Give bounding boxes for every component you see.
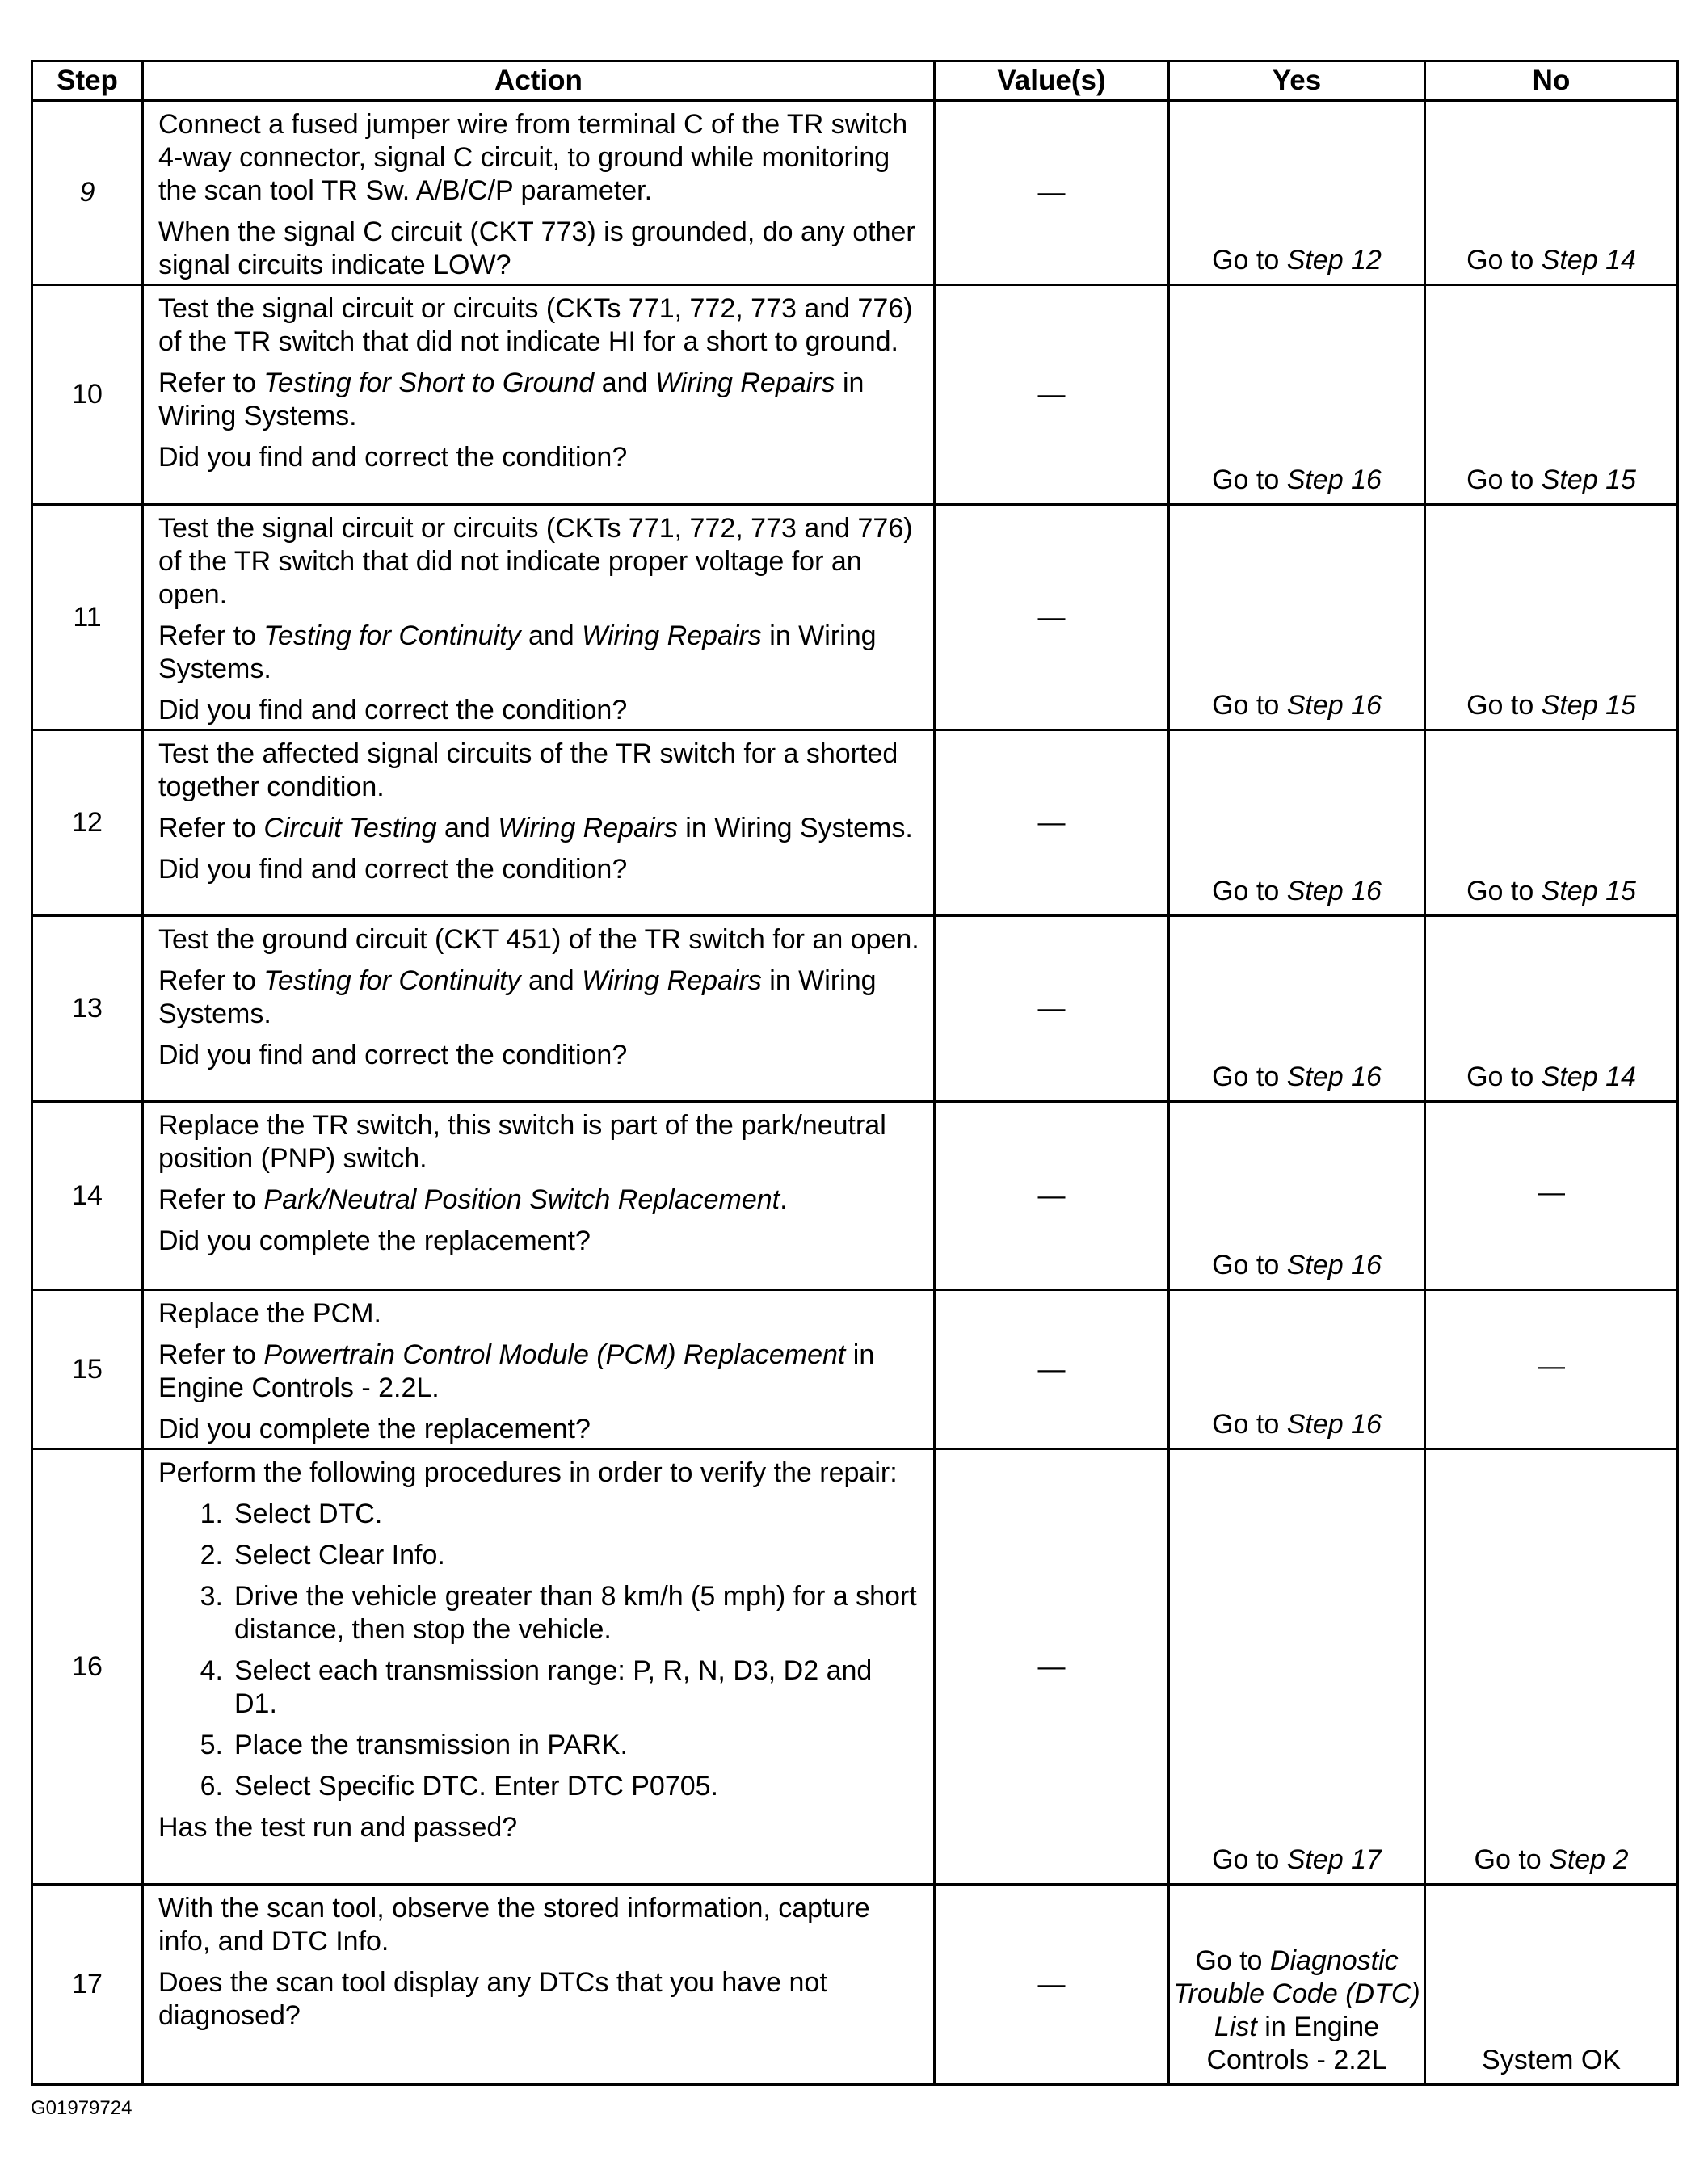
- text-run: and: [436, 813, 499, 843]
- italic-text-run: Step 16: [1286, 1250, 1382, 1280]
- text-run: Go to: [1212, 245, 1287, 275]
- procedure-list-item: [158, 1729, 922, 1762]
- values-cell: [935, 730, 1169, 916]
- action-paragraph: [158, 512, 922, 612]
- text-run: Test the ground circuit (CKT 451) of the TR switch for an open.: [158, 924, 919, 955]
- action-paragraph: [158, 812, 922, 845]
- table-row: [32, 1449, 1678, 1885]
- step-number-cell: 15: [32, 1290, 143, 1449]
- italic-text-run: Step 16: [1286, 876, 1382, 906]
- text-run: Test the affected signal circuits of the TR switch for a shorted together condition.: [158, 738, 898, 802]
- text-run: in Wiring Systems.: [158, 965, 877, 1029]
- action-question: [158, 1966, 922, 2033]
- text-run: Go to: [1212, 876, 1287, 906]
- procedure-number: 1.: [200, 1499, 223, 1529]
- table-body: [32, 101, 1678, 2085]
- yes-cell: [1169, 1290, 1425, 1449]
- action-paragraph: [158, 1109, 922, 1175]
- text-run: in Wiring Systems.: [158, 620, 877, 684]
- text-run: .: [780, 1184, 788, 1215]
- yes-cell: [1169, 1449, 1425, 1885]
- text-run: Did you find and correct the condition?: [158, 442, 628, 473]
- header-no: No: [1425, 61, 1678, 101]
- italic-text-run: Wiring Repairs: [654, 368, 835, 398]
- no-cell: [1425, 1885, 1678, 2085]
- italic-text-run: Step 15: [1541, 876, 1636, 906]
- header-action: Action: [143, 61, 935, 101]
- italic-text-run: Step 15: [1541, 465, 1636, 495]
- action-paragraph: [158, 108, 922, 208]
- procedure-text: Drive the vehicle greater than 8 km/h (5 mph) for a short distance, then stop the vehicle.: [234, 1581, 917, 1645]
- action-paragraph: [158, 1297, 922, 1331]
- action-cell: [143, 1449, 935, 1885]
- values-dash: —: [1037, 993, 1066, 1024]
- procedure-text: Select each transmission range: P, R, N, D3, D2 and D1.: [234, 1655, 873, 1719]
- italic-text-run: Testing for Continuity: [263, 965, 521, 996]
- action-question: [158, 853, 922, 886]
- table-row: [32, 505, 1678, 730]
- action-paragraph: [158, 1339, 922, 1405]
- table-row: [32, 285, 1678, 505]
- text-run: Go to: [1466, 690, 1542, 721]
- text-run: and: [520, 965, 583, 996]
- action-paragraph: [158, 620, 922, 686]
- no-cell: [1425, 1290, 1678, 1449]
- values-dash: —: [1037, 1353, 1066, 1385]
- italic-text-run: Park/Neutral Position Switch Replacement: [263, 1184, 780, 1215]
- italic-text-run: Testing for Continuity: [263, 620, 521, 651]
- procedure-number: 3.: [200, 1581, 223, 1612]
- procedure-number: 4.: [200, 1655, 223, 1686]
- action-paragraph: [158, 965, 922, 1031]
- text-run: Go to: [1212, 1409, 1287, 1440]
- text-run: Go to: [1212, 1062, 1287, 1092]
- no-cell: [1425, 730, 1678, 916]
- procedure-text: Select Specific DTC. Enter DTC P0705.: [234, 1771, 719, 1802]
- text-run: Did you complete the replacement?: [158, 1414, 591, 1444]
- values-dash: —: [1037, 1179, 1066, 1211]
- step-number-cell: 16: [32, 1449, 143, 1885]
- text-run: Refer to: [158, 1339, 264, 1370]
- procedure-list-item: [158, 1580, 922, 1646]
- table-row: [32, 1290, 1678, 1449]
- procedure-list-item: [158, 1539, 922, 1572]
- text-run: Replace the PCM.: [158, 1298, 381, 1329]
- procedure-text: Select Clear Info.: [234, 1540, 445, 1570]
- text-run: Go to: [1195, 1945, 1270, 1976]
- italic-text-run: Step 17: [1286, 1844, 1382, 1875]
- procedure-list-item: [158, 1770, 922, 1803]
- italic-text-run: Testing for Short to Ground: [263, 368, 595, 398]
- action-cell: [143, 285, 935, 505]
- values-dash: —: [1037, 379, 1066, 410]
- text-run: Did you find and correct the condition?: [158, 695, 628, 725]
- text-run: and: [520, 620, 583, 651]
- text-run: Test the signal circuit or circuits (CKTs 771, 772, 773 and 776) of the TR switch that did not indicate proper voltage for an open.: [158, 513, 913, 610]
- header-yes: Yes: [1169, 61, 1425, 101]
- values-cell: [935, 1290, 1169, 1449]
- procedure-list: [158, 1498, 922, 1803]
- italic-text-run: Step 14: [1541, 245, 1636, 275]
- text-run: Go to: [1212, 690, 1287, 721]
- italic-text-run: Step 12: [1286, 245, 1382, 275]
- text-run: Refer to: [158, 620, 264, 651]
- italic-text-run: Step 14: [1541, 1062, 1636, 1092]
- text-run: —: [1538, 1176, 1565, 1208]
- text-run: Refer to: [158, 813, 264, 843]
- procedure-number: 6.: [200, 1771, 223, 1802]
- table-row: [32, 1102, 1678, 1290]
- text-run: —: [1538, 1350, 1565, 1381]
- text-run: When the signal C circuit (CKT 773) is grounded, do any other signal circuits indicate LOW?: [158, 217, 915, 280]
- values-dash: —: [1037, 1969, 1066, 1999]
- text-run: Go to: [1212, 465, 1287, 495]
- action-paragraph: [158, 1184, 922, 1217]
- yes-cell: [1169, 101, 1425, 285]
- italic-text-run: Wiring Repairs: [498, 813, 678, 843]
- no-cell: [1425, 505, 1678, 730]
- values-dash: —: [1037, 601, 1066, 633]
- table-row: [32, 101, 1678, 285]
- action-question: [158, 1225, 922, 1258]
- text-run: in Wiring Systems.: [677, 813, 913, 843]
- italic-text-run: Step 16: [1286, 465, 1382, 495]
- action-cell: [143, 1885, 935, 2085]
- text-run: Refer to: [158, 965, 264, 996]
- text-run: Refer to: [158, 368, 264, 398]
- text-run: Refer to: [158, 1184, 264, 1215]
- italic-text-run: Step 16: [1286, 1409, 1382, 1440]
- action-question: [158, 1413, 922, 1446]
- step-number-cell: 10: [32, 285, 143, 505]
- yes-cell: [1169, 505, 1425, 730]
- italic-text-run: Step 16: [1286, 1062, 1382, 1092]
- italic-text-run: Wiring Repairs: [582, 965, 762, 996]
- values-dash: —: [1037, 807, 1066, 838]
- yes-cell: [1169, 730, 1425, 916]
- values-cell: [935, 505, 1169, 730]
- table-row: [32, 1885, 1678, 2085]
- text-run: With the scan tool, observe the stored information, capture info, and DTC Info.: [158, 1893, 870, 1957]
- step-number-cell: 14: [32, 1102, 143, 1290]
- action-question: [158, 1039, 922, 1072]
- yes-cell: [1169, 1885, 1425, 2085]
- action-paragraph: [158, 367, 922, 433]
- text-run: Go to: [1212, 1250, 1287, 1280]
- action-cell: [143, 730, 935, 916]
- step-number-cell: 12: [32, 730, 143, 916]
- yes-cell: [1169, 1102, 1425, 1290]
- action-paragraph: [158, 923, 922, 956]
- procedure-number: 2.: [200, 1540, 223, 1570]
- header-step: Step: [32, 61, 143, 101]
- values-cell: [935, 916, 1169, 1102]
- procedure-text: Place the transmission in PARK.: [234, 1730, 628, 1760]
- italic-text-run: Diagnostic Trouble Code (DTC) List: [1173, 1945, 1420, 2042]
- values-cell: [935, 1449, 1169, 1885]
- action-paragraph: [158, 738, 922, 804]
- action-cell: [143, 1102, 935, 1290]
- yes-cell: [1169, 916, 1425, 1102]
- no-cell: [1425, 101, 1678, 285]
- italic-text-run: Powertrain Control Module (PCM) Replacement: [263, 1339, 846, 1370]
- action-paragraph: Perform the following procedures in order to verify the repair:: [158, 1457, 898, 1488]
- text-run: Does the scan tool display any DTCs that you have not diagnosed?: [158, 1967, 827, 2031]
- action-cell: [143, 505, 935, 730]
- text-run: Go to: [1466, 1062, 1542, 1092]
- text-run: Did you complete the replacement?: [158, 1226, 591, 1256]
- text-run: Connect a fused jumper wire from terminal C of the TR switch 4-way connector, signal C circuit, to ground while monitoring the scan tool TR Sw. A/B/C/P parameter.: [158, 109, 908, 206]
- italic-text-run: Wiring Repairs: [582, 620, 762, 651]
- action-cell: [143, 916, 935, 1102]
- values-cell: [935, 1102, 1169, 1290]
- action-cell: [143, 101, 935, 285]
- action-question: [158, 216, 922, 282]
- text-run: Go to: [1474, 1844, 1550, 1875]
- text-run: in Wiring Systems.: [158, 368, 865, 431]
- step-number-cell: 9: [32, 101, 143, 285]
- table-row: [32, 916, 1678, 1102]
- header-values: Value(s): [935, 61, 1169, 101]
- action-paragraph: [158, 292, 922, 359]
- table-row: [32, 730, 1678, 916]
- text-run: System OK: [1482, 2045, 1621, 2075]
- step-number-cell: 13: [32, 916, 143, 1102]
- action-question: Has the test run and passed?: [158, 1812, 518, 1843]
- text-run: Go to: [1212, 1844, 1287, 1875]
- procedure-number: 5.: [200, 1730, 223, 1760]
- no-cell: [1425, 285, 1678, 505]
- step-number-cell: 17: [32, 1885, 143, 2085]
- procedure-list-item: [158, 1498, 922, 1531]
- no-cell: [1425, 1449, 1678, 1885]
- text-run: Go to: [1466, 465, 1542, 495]
- no-cell: [1425, 916, 1678, 1102]
- text-run: Test the signal circuit or circuits (CKTs 771, 772, 773 and 776) of the TR switch that did not indicate HI for a short to ground.: [158, 293, 913, 357]
- text-run: in Engine Controls - 2.2L: [1206, 2012, 1387, 2075]
- procedure-text: Select DTC.: [234, 1499, 383, 1529]
- text-run: Did you find and correct the condition?: [158, 1040, 628, 1070]
- italic-text-run: Step 16: [1286, 690, 1382, 721]
- italic-text-run: Step 2: [1549, 1844, 1629, 1875]
- header-row: [32, 61, 1678, 101]
- values-dash: —: [1037, 1650, 1066, 1682]
- italic-text-run: Circuit Testing: [263, 813, 437, 843]
- yes-cell: [1169, 285, 1425, 505]
- figure-id: G01979724: [31, 2097, 133, 2119]
- text-run: and: [594, 368, 655, 398]
- action-question: [158, 694, 922, 727]
- values-cell: [935, 285, 1169, 505]
- text-run: Did you find and correct the condition?: [158, 854, 628, 885]
- step-number-cell: 11: [32, 505, 143, 730]
- action-question: [158, 441, 922, 474]
- action-cell: [143, 1290, 935, 1449]
- action-paragraph: [158, 1892, 922, 1958]
- no-cell: [1425, 1102, 1678, 1290]
- italic-text-run: Step 15: [1541, 690, 1636, 721]
- text-run: Replace the TR switch, this switch is part of the park/neutral position (PNP) switch.: [158, 1110, 886, 1174]
- text-run: Go to: [1466, 876, 1542, 906]
- values-dash: —: [1037, 177, 1066, 208]
- diagnostic-table: [31, 60, 1679, 2086]
- values-cell: [935, 101, 1169, 285]
- text-run: Go to: [1466, 245, 1542, 275]
- values-cell: [935, 1885, 1169, 2085]
- procedure-list-item: [158, 1654, 922, 1721]
- text-run: in Engine Controls - 2.2L.: [158, 1339, 875, 1403]
